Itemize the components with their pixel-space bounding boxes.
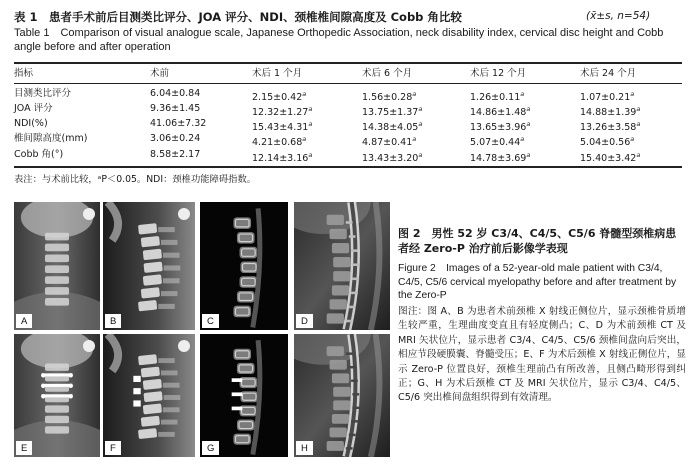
- medical-image: [103, 202, 195, 330]
- significance-mark: a: [636, 105, 641, 113]
- cell-value: 14.88±1.39: [580, 107, 637, 119]
- panel-label: D: [296, 314, 313, 328]
- panel-label: E: [16, 441, 32, 455]
- figure-panel-a: [14, 202, 100, 330]
- table-header-cell: 术后 1 个月: [252, 68, 303, 79]
- significance-mark: a: [418, 105, 423, 113]
- table-header-cell: 术后 12 个月: [470, 68, 527, 79]
- figure-panel-g: [200, 334, 288, 457]
- cell-value: 1.07±0.21: [580, 92, 631, 104]
- table-cell: [362, 148, 422, 166]
- panel-label: H: [296, 441, 313, 455]
- table-cell: [150, 132, 200, 146]
- table-row-label: Cobb 角(°): [14, 149, 64, 160]
- significance-mark: a: [630, 90, 635, 98]
- panel-label: G: [202, 441, 219, 455]
- medical-image: [200, 334, 288, 457]
- table-header-cell: 术前: [150, 68, 170, 79]
- table-note: 表注：与术前比较，ᵃP＜0.05。NDI：颈椎功能障碍指数。: [14, 174, 257, 185]
- cell-value: 12.32±1.27: [252, 107, 309, 119]
- significance-mark: a: [302, 135, 307, 143]
- table-row-label: 椎间隙高度(mm): [14, 133, 88, 144]
- figure-title-cn: 图 2 男性 52 岁 C3/4、C4/5、C5/6 脊髓型颈椎病患者经 Zero-P 治疗前后影像学表现: [398, 227, 677, 255]
- table-cell: [470, 148, 530, 166]
- cell-value: 3.06±0.24: [150, 133, 201, 144]
- significance-mark: a: [308, 105, 313, 113]
- panel-label: A: [16, 314, 32, 328]
- cell-value: 13.75±1.37: [362, 107, 419, 119]
- medical-image: [14, 334, 100, 457]
- table-header-rule: [14, 83, 682, 84]
- cell-value: 1.56±0.28: [362, 92, 413, 104]
- cell-value: 12.14±3.16: [252, 153, 309, 165]
- table-header-cell: 术后 24 个月: [580, 68, 637, 79]
- significance-mark: a: [630, 135, 635, 143]
- figure-panel-f: [103, 334, 195, 457]
- medical-image: [103, 334, 195, 457]
- table-cell: [150, 102, 200, 116]
- cell-value: 4.21±0.68: [252, 137, 303, 149]
- figure-panel-b: [103, 202, 195, 330]
- cell-value: 15.43±4.31: [252, 122, 309, 134]
- cell-value: 5.07±0.44: [470, 137, 521, 149]
- cell-value: 15.40±3.42: [580, 153, 637, 165]
- medical-image: [294, 202, 390, 330]
- cell-value: 13.43±3.20: [362, 153, 419, 165]
- cell-value: 2.15±0.42: [252, 92, 303, 104]
- significance-mark: a: [308, 120, 313, 128]
- figure-panel-c: [200, 202, 288, 330]
- table-title-en: Table 1 Comparison of visual analogue scale, Japanese Orthopedic Association, neck disability index, cervical disc height and Cobb angle before and after operation: [14, 27, 664, 53]
- cell-value: 9.36±1.45: [150, 103, 201, 114]
- cell-value: 5.04±0.56: [580, 137, 631, 149]
- significance-mark: a: [636, 120, 641, 128]
- table-cell: [150, 87, 200, 101]
- table-row-label: 目测类比评分: [14, 88, 72, 99]
- table-row-label: JOA 评分: [14, 103, 53, 114]
- significance-mark: a: [412, 90, 417, 98]
- medical-image: [200, 202, 288, 330]
- figure-panel-h: [294, 334, 390, 457]
- cell-value: 8.58±2.17: [150, 149, 201, 160]
- table-cell: [252, 148, 312, 166]
- cell-value: 14.38±4.05: [362, 122, 419, 134]
- significance-mark: a: [520, 90, 525, 98]
- table-cell: [150, 148, 200, 162]
- figure-caption: 图注：图 A、B 为患者术前颈椎 X 射线正侧位片，显示颈椎骨质增生较严重，生理曲度变直且有轻度侧凸；C、D 为术前颈椎 CT 及 MRI 矢状位片，显示患者 C3/4、C4/5、C5/6 颈椎间盘向后突出，相应节段硬膜囊、脊髓受压；E、F 为术后颈椎 X 射线正侧位片，显示 Zero-P 位置良好，颈椎生理前凸有所改善，且侧凸畸形得到纠正；G、H 为术后颈椎 CT 及 MRI 矢状位片，显示 C3/4、C4/5、C5/6 突出椎间盘组织得到有效清理。: [398, 306, 686, 404]
- figure-panel-e: [14, 334, 100, 457]
- table-header-cell: 术后 6 个月: [362, 68, 413, 79]
- cell-value: 6.04±0.84: [150, 88, 201, 99]
- cell-value: 14.86±1.48: [470, 107, 527, 119]
- significance-mark: a: [526, 151, 531, 159]
- significance-mark: a: [418, 120, 423, 128]
- figure-panel-d: [294, 202, 390, 330]
- table-header-cell: 指标: [14, 68, 34, 79]
- significance-mark: a: [520, 135, 525, 143]
- table-stats-label: (x̄±s, n=54): [586, 10, 651, 22]
- significance-mark: a: [308, 151, 313, 159]
- cell-value: 14.78±3.69: [470, 153, 527, 165]
- significance-mark: a: [412, 135, 417, 143]
- significance-mark: a: [526, 105, 531, 113]
- table-bottom-rule: [14, 166, 682, 168]
- table-cell: [150, 117, 206, 131]
- significance-mark: a: [302, 90, 307, 98]
- panel-label: B: [105, 314, 121, 328]
- significance-mark: a: [418, 151, 423, 159]
- cell-value: 4.87±0.41: [362, 137, 413, 149]
- cell-value: 13.26±3.58: [580, 122, 637, 134]
- table-top-rule: [14, 62, 682, 64]
- table-row-label: NDI(%): [14, 118, 48, 129]
- panel-label: F: [105, 441, 121, 455]
- significance-mark: a: [526, 120, 531, 128]
- panel-label: C: [202, 314, 219, 328]
- cell-value: 1.26±0.11: [470, 92, 521, 104]
- medical-image: [14, 202, 100, 330]
- table-cell: [580, 148, 640, 166]
- table-title-cn: 表 1 患者手术前后目测类比评分、JOA 评分、NDI、颈椎椎间隙高度及 Cobb 角比较: [14, 10, 462, 24]
- cell-value: 13.65±3.96: [470, 122, 527, 134]
- figure-title-en: Figure 2 Images of a 52-year-old male patient with C3/4, C4/5, C5/6 cervical myelopathy before and after treatment by the Zero-P: [398, 263, 677, 301]
- cell-value: 41.06±7.32: [150, 118, 207, 129]
- medical-image: [294, 334, 390, 457]
- significance-mark: a: [636, 151, 641, 159]
